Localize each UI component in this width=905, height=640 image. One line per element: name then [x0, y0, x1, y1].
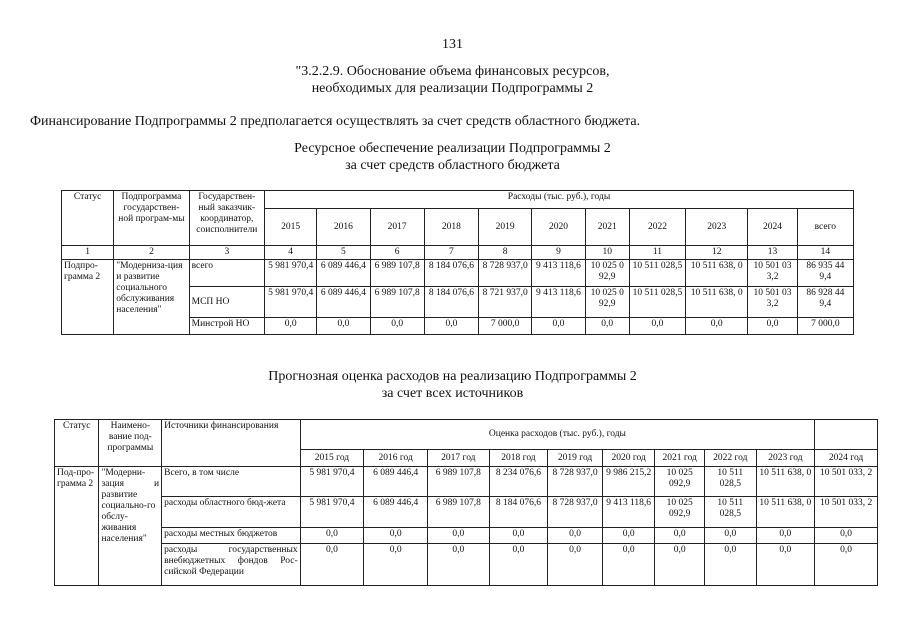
value-cell: 9 413 118,6	[532, 287, 585, 318]
table-row	[55, 544, 878, 586]
value-cell: 6 989 107,8	[428, 467, 490, 497]
year-cell: 2024 год	[815, 450, 878, 467]
value-cell: 0,0	[748, 318, 797, 335]
value-cell: 6 989 107,8	[370, 260, 424, 287]
value-cell: 0,0	[704, 544, 756, 586]
value-cell: 9 986 215,2	[602, 467, 655, 497]
value-cell: 0,0	[428, 544, 490, 586]
year-cell: 2020	[532, 209, 585, 246]
header-status: Статус	[55, 420, 99, 467]
header-expenses: Расходы (тыс. руб.), годы	[265, 191, 854, 209]
subprogram-name-cell: "Модерниза-ция и развитие социального обслуживания населения"	[114, 260, 189, 335]
value-cell: 0,0	[686, 318, 748, 335]
year-cell: 2015	[265, 209, 317, 246]
resource-table	[61, 190, 854, 335]
value-cell: 86 935 44 9,4	[797, 260, 853, 287]
value-cell: 0,0	[756, 528, 815, 544]
table-row	[55, 497, 878, 528]
value-cell: 8 234 076,6	[489, 467, 548, 497]
table2-title	[200, 368, 705, 402]
header-customer: Государствен-ный заказчик-координатор, соисполнители	[189, 191, 264, 246]
header-subprogram: Подпрограмма государствен-ной програм-мы	[114, 191, 189, 246]
year-cell: 2017	[370, 209, 424, 246]
header-status: Статус	[62, 191, 114, 246]
index-cell: 2	[114, 246, 189, 260]
header-sources: Источники финансирования	[162, 420, 301, 467]
year-cell: 2021	[585, 209, 629, 246]
index-cell: 11	[629, 246, 685, 260]
value-cell: 10 501 03 3,2	[748, 260, 797, 287]
value-cell: 10 025 0 92,9	[585, 260, 629, 287]
value-cell: 10 501 033, 2	[815, 497, 878, 528]
year-cell: 2019	[479, 209, 532, 246]
value-cell: 0,0	[704, 528, 756, 544]
value-cell: 10 501 033, 2	[815, 467, 878, 497]
value-cell: 8 728 937,0	[479, 260, 532, 287]
table2-title-line-1: Прогнозная оценка расходов на реализацию Подпрограммы 2	[268, 369, 637, 384]
value-cell: 5 981 970,4	[265, 287, 317, 318]
row-label: расходы областного бюд-жета	[162, 497, 301, 528]
year-cell: 2023	[686, 209, 748, 246]
value-cell: 0,0	[602, 544, 655, 586]
value-cell: 9 413 118,6	[532, 260, 585, 287]
value-cell: 10 511 028,5	[704, 497, 756, 528]
value-cell: 10 511 638, 0	[756, 467, 815, 497]
row-label: МСП НО	[189, 287, 264, 318]
value-cell: 0,0	[655, 544, 705, 586]
value-cell: 6 989 107,8	[370, 287, 424, 318]
table1-title-line-1: Ресурсное обеспечение реализации Подпрограммы 2	[294, 141, 611, 156]
value-cell: 0,0	[629, 318, 685, 335]
table2-title-line-2: за счет всех источников	[381, 386, 524, 401]
value-cell: 6 089 446,4	[317, 260, 370, 287]
subprogram-name-cell: "Модерни-зация и развитие социально-го обслу-живания населения"	[99, 467, 162, 586]
table1-index-row	[62, 246, 854, 260]
value-cell: 10 025 092,9	[655, 467, 705, 497]
value-cell: 5 981 970,4	[300, 467, 364, 497]
index-cell: 4	[265, 246, 317, 260]
value-cell: 7 000,0	[479, 318, 532, 335]
value-cell: 0,0	[548, 544, 603, 586]
value-cell: 0,0	[815, 544, 878, 586]
year-cell: 2020 год	[602, 450, 655, 467]
value-cell: 0,0	[428, 528, 490, 544]
value-cell: 8 184 076,6	[424, 260, 478, 287]
index-cell: 10	[585, 246, 629, 260]
value-cell: 0,0	[815, 528, 878, 544]
section-heading-line-1: "3.2.2.9. Обоснование объема финансовых ресурсов,	[295, 64, 610, 79]
year-cell: 2021 год	[655, 450, 705, 467]
year-cell: 2024	[748, 209, 797, 246]
year-cell: всего	[797, 209, 853, 246]
status-cell: Под-про-грамма 2	[55, 467, 99, 586]
value-cell: 8 184 076,6	[489, 497, 548, 528]
value-cell: 0,0	[364, 528, 428, 544]
index-cell: 8	[479, 246, 532, 260]
table1-title-line-2: за счет средств областного бюджета	[345, 158, 560, 173]
year-cell: 2019 год	[548, 450, 603, 467]
index-cell: 7	[424, 246, 478, 260]
year-cell: 2022 год	[704, 450, 756, 467]
value-cell: 5 981 970,4	[265, 260, 317, 287]
value-cell: 6 989 107,8	[428, 497, 490, 528]
row-label: всего	[189, 260, 264, 287]
value-cell: 0,0	[532, 318, 585, 335]
value-cell: 0,0	[756, 544, 815, 586]
index-cell: 1	[62, 246, 114, 260]
value-cell: 0,0	[364, 544, 428, 586]
value-cell: 6 089 446,4	[317, 287, 370, 318]
year-cell: 2022	[629, 209, 685, 246]
index-cell: 5	[317, 246, 370, 260]
value-cell: 8 728 937,0	[548, 497, 603, 528]
value-cell: 0,0	[655, 528, 705, 544]
intro-paragraph: Финансирование Подпрограммы 2 предполагается осуществлять за счет средств областного бюджета.	[30, 114, 641, 129]
value-cell: 9 413 118,6	[602, 497, 655, 528]
value-cell: 0,0	[300, 544, 364, 586]
row-label: расходы местных бюджетов	[162, 528, 301, 544]
index-cell: 13	[748, 246, 797, 260]
year-cell: 2018	[424, 209, 478, 246]
index-cell: 3	[189, 246, 264, 260]
value-cell: 5 981 970,4	[300, 497, 364, 528]
header-expenses: Оценка расходов (тыс. руб.), годы	[300, 420, 815, 450]
index-cell: 12	[686, 246, 748, 260]
value-cell: 10 511 028,5	[704, 467, 756, 497]
year-cell: 2016 год	[364, 450, 428, 467]
value-cell: 8 728 937,0	[548, 467, 603, 497]
value-cell: 8 721 937,0	[479, 287, 532, 318]
value-cell: 10 511 638, 0	[686, 287, 748, 318]
year-cell: 2016	[317, 209, 370, 246]
value-cell: 10 025 0 92,9	[585, 287, 629, 318]
row-label: Всего, в том числе	[162, 467, 301, 497]
table-row	[55, 467, 878, 497]
value-cell: 10 511 638, 0	[756, 497, 815, 528]
row-label: расходы государственных внебюджетных фондов Рос-сийской Федерации	[162, 544, 301, 586]
section-heading	[180, 63, 725, 97]
value-cell: 10 511 028,5	[629, 287, 685, 318]
value-cell: 0,0	[370, 318, 424, 335]
table-row	[62, 260, 854, 287]
value-cell: 10 501 03 3,2	[748, 287, 797, 318]
forecast-table	[54, 419, 878, 586]
index-cell: 14	[797, 246, 853, 260]
value-cell: 6 089 446,4	[364, 467, 428, 497]
year-cell: 2023 год	[756, 450, 815, 467]
value-cell: 7 000,0	[797, 318, 853, 335]
table-row	[55, 528, 878, 544]
value-cell: 10 511 028,5	[629, 260, 685, 287]
row-label: Минстрой НО	[189, 318, 264, 335]
value-cell: 6 089 446,4	[364, 497, 428, 528]
value-cell: 0,0	[300, 528, 364, 544]
year-cell: 2017 год	[428, 450, 490, 467]
page-number: 131	[442, 37, 463, 52]
value-cell: 0,0	[548, 528, 603, 544]
value-cell: 8 184 076,6	[424, 287, 478, 318]
index-cell: 9	[532, 246, 585, 260]
value-cell: 10 511 638, 0	[686, 260, 748, 287]
header-empty-cell	[815, 420, 878, 450]
section-heading-line-2: необходимых для реализации Подпрограммы 2	[311, 81, 594, 96]
value-cell: 10 025 092,9	[655, 497, 705, 528]
value-cell: 0,0	[265, 318, 317, 335]
value-cell: 0,0	[585, 318, 629, 335]
value-cell: 0,0	[489, 544, 548, 586]
value-cell: 0,0	[317, 318, 370, 335]
year-cell: 2015 год	[300, 450, 364, 467]
value-cell: 0,0	[424, 318, 478, 335]
year-cell: 2018 год	[489, 450, 548, 467]
value-cell: 0,0	[602, 528, 655, 544]
status-cell: Подпро-грамма 2	[62, 260, 114, 335]
table1-title	[200, 140, 705, 174]
value-cell: 86 928 44 9,4	[797, 287, 853, 318]
index-cell: 6	[370, 246, 424, 260]
value-cell: 0,0	[489, 528, 548, 544]
header-name: Наимено-вание под-программы	[99, 420, 162, 467]
